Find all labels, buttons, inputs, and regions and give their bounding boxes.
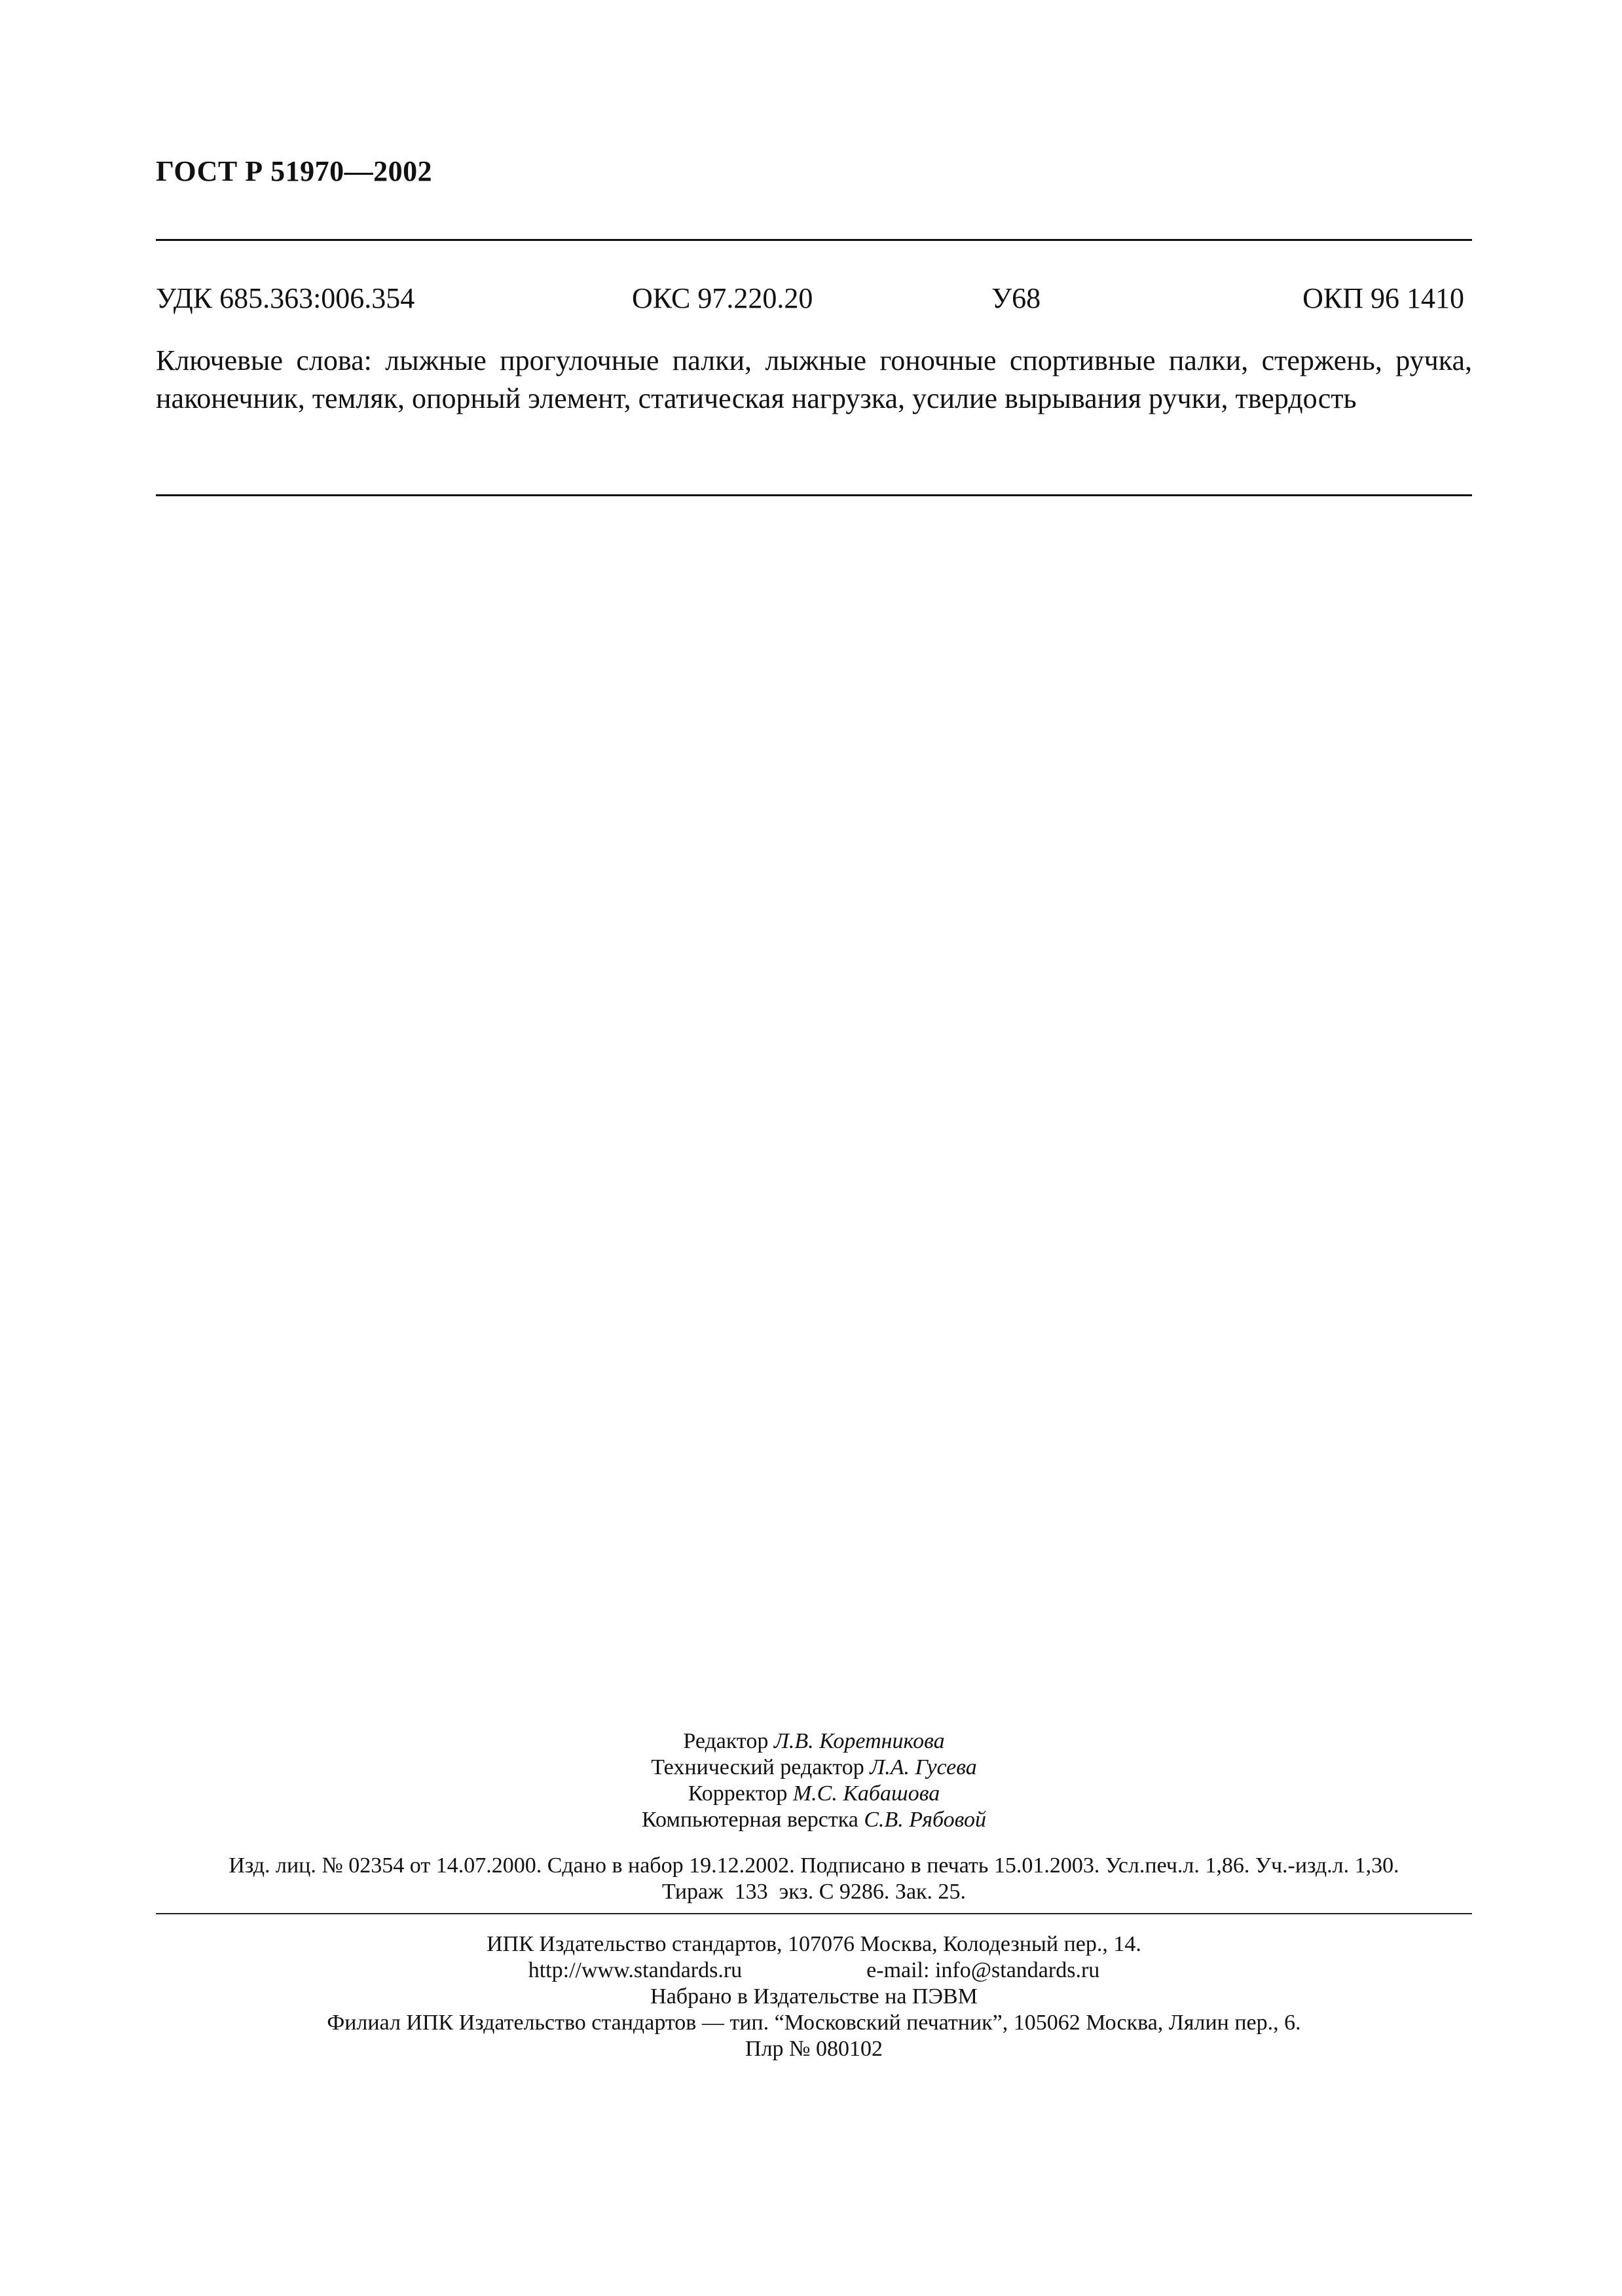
typeset-note: Набрано в Издательстве на ПЭВМ [650, 1984, 978, 2009]
okp-code: ОКП 96 1410 [1302, 282, 1464, 314]
udk-code: УДК 685.363:006.354 [156, 282, 415, 314]
imprint-divider [156, 1913, 1472, 1914]
editor-name: Л.В. Коретникова [773, 1729, 945, 1753]
print-info-block [156, 1853, 1472, 1905]
keywords-divider [156, 494, 1472, 496]
keywords-paragraph: Ключевые слова: лыжные прогулочные палки, лыжные гоночные спортивные палки, стержень, ручка, наконечник, темляк, опорный элемент, статическая нагрузка, усилие вырывания ручки, твердость [156, 344, 1472, 414]
proofreader-line [156, 1781, 1472, 1807]
publisher-address: ИПК Издательство стандартов, 107076 Москва, Колодезный пер., 14. [487, 1932, 1141, 1956]
circulation-line: Тираж 133 экз. С 9286. Зак. 25. [661, 1880, 967, 1904]
layout-name: С.В. Рябовой [864, 1808, 986, 1832]
tech-editor-label: Технический редактор [651, 1755, 864, 1779]
editor-label: Редактор [683, 1729, 769, 1753]
publisher-website: http://www.standards.ru [528, 1958, 743, 1982]
layout-label: Компьютерная верстка [641, 1808, 858, 1832]
credits-block [156, 1728, 1472, 1833]
license-number: Плр № 080102 [745, 2037, 883, 2061]
proofreader-label: Корректор [688, 1781, 788, 1806]
top-divider [156, 239, 1472, 241]
layout-line [156, 1807, 1472, 1833]
branch-address: Филиал ИПК Издательство стандартов — тип. “Московский печатник”, 105062 Москва, Лялин пер., 6. [327, 2011, 1301, 2035]
tech-editor-name: Л.А. Гусева [870, 1755, 977, 1779]
group-code: У68 [991, 282, 1041, 314]
classification-codes-row [156, 282, 1472, 321]
tech-editor-line [156, 1755, 1472, 1781]
publisher-block [156, 1931, 1472, 2062]
publisher-contacts [156, 1958, 1472, 1984]
print-details-line: Изд. лиц. № 02354 от 14.07.2000. Сдано в набор 19.12.2002. Подписано в печать 15.01.2003. Усл.печ.л. 1,86. Уч.-изд.л. 1,30. [229, 1853, 1399, 1878]
oks-code: ОКС 97.220.20 [632, 282, 813, 314]
proofreader-name: М.С. Кабашова [792, 1781, 940, 1806]
editor-line [156, 1728, 1472, 1755]
publisher-email: e-mail: info@standards.ru [866, 1958, 1100, 1982]
standard-number-heading: ГОСТ Р 51970—2002 [156, 155, 433, 187]
